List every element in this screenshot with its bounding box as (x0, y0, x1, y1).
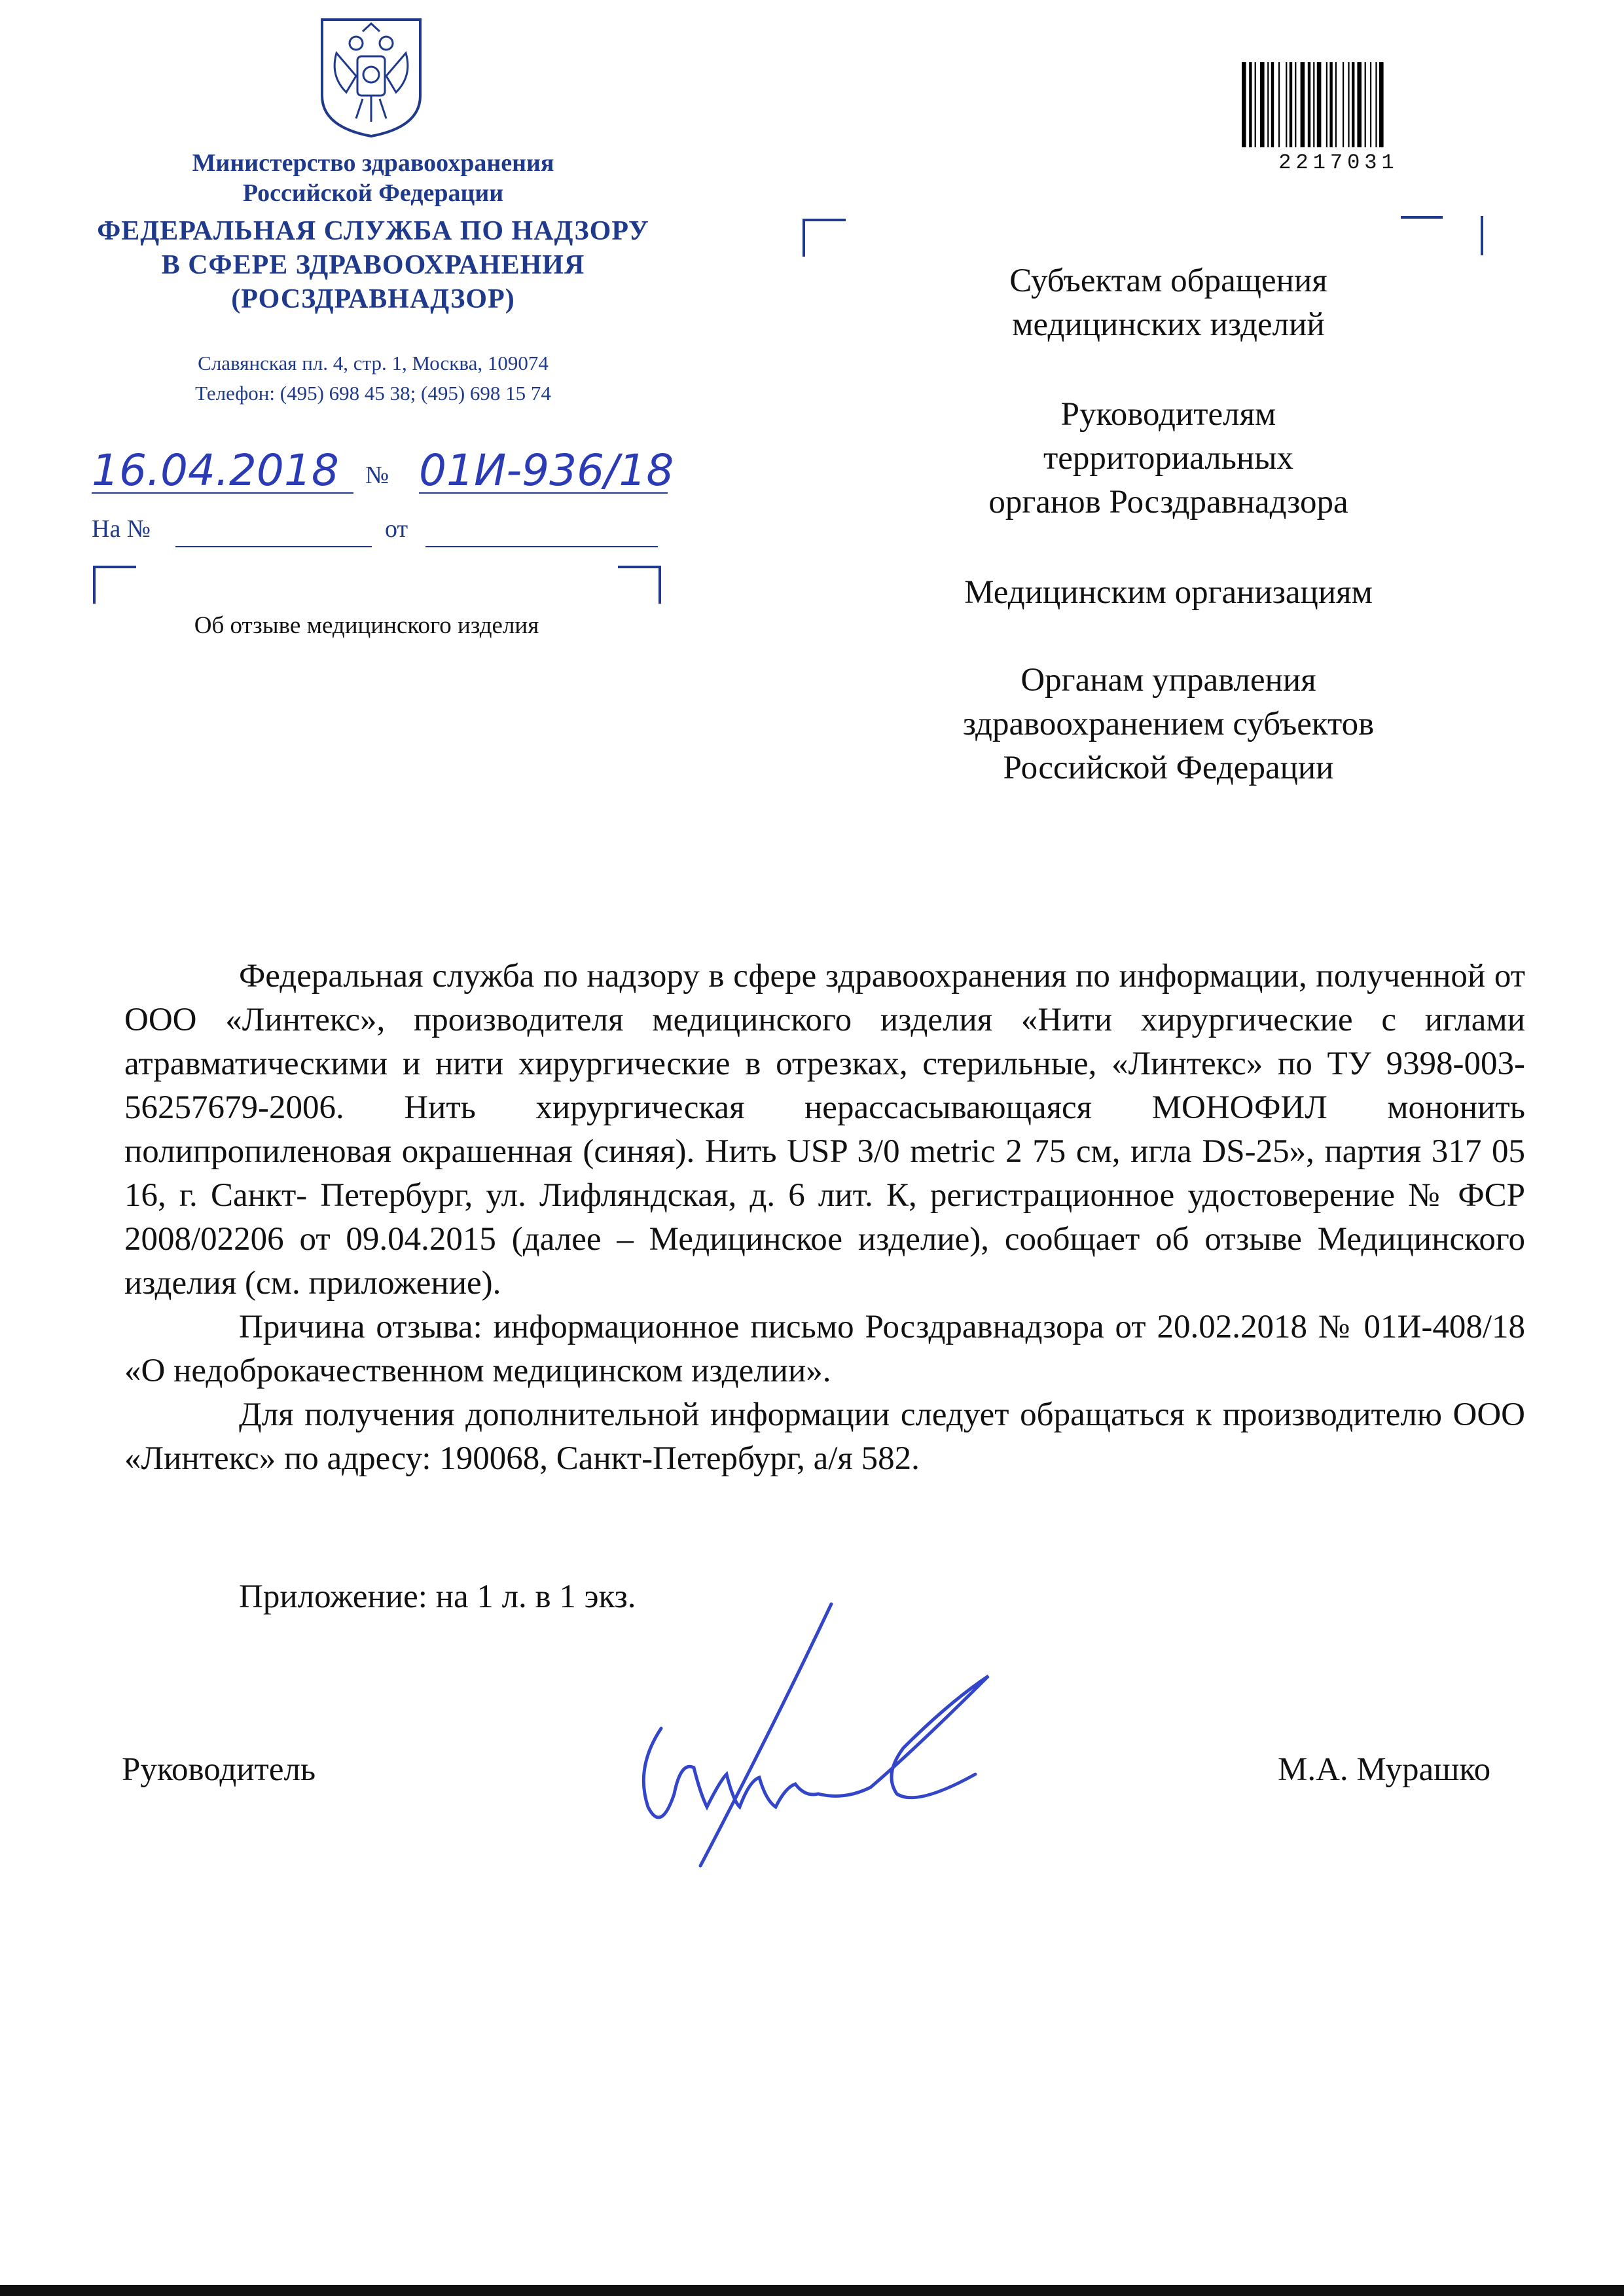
barcode-bar (1290, 62, 1292, 147)
barcode (1240, 62, 1437, 154)
address-line: Славянская пл. 4, стр. 1, Москва, 109074 (198, 352, 549, 374)
recipient-block-1 (871, 259, 1466, 347)
subject-corner-left (93, 566, 136, 604)
barcode-bar (1370, 62, 1371, 147)
recipient-block-3 (871, 571, 1466, 615)
reply-number-label: На № (92, 515, 151, 543)
barcode-bar (1286, 62, 1287, 147)
barcode-bar (1357, 62, 1362, 147)
signatory-name: М.А. Мурашко (1278, 1751, 1491, 1788)
barcode-bar (1255, 62, 1256, 147)
address-corner-left (803, 219, 846, 257)
barcode-bar (1365, 62, 1366, 147)
recipient-2-line-1: Руководителям (1060, 396, 1276, 433)
service-name-line3: (РОСЗДРАВНАДЗОР) (231, 284, 515, 314)
address-corner-right (1440, 216, 1483, 255)
barcode-bar (1301, 62, 1305, 147)
letter-subject: Об отзыве медицинского изделия (194, 612, 539, 639)
barcode-bar (1343, 62, 1344, 147)
recipient-1-line-1: Субъектам обращения (1009, 263, 1327, 299)
barcode-bar (1313, 62, 1314, 147)
service-name-line1: ФЕДЕРАЛЬНАЯ СЛУЖБА ПО НАДЗОРУ (97, 216, 649, 246)
barcode-bar (1308, 62, 1310, 147)
barcode-bar (1375, 62, 1377, 147)
body-paragraph-1: Федеральная служба по надзору в сфере здравоохранения по информации, полученной от ООО «Линтекс», производителя медицинского изделия «Нити хирургические с иглами атравматическими и нити хирургические в отрезках, стерильные, «Линтекс» по ТУ 9398-003- 56257679-2006. Нить хирургическая нерассасывающаяся МОНОФИЛ мононить полипропиленовая окрашенная (синяя). Нить USP 3/0 metric 2 75 см, игла DS-25», партия 317 05 16, г. Санкт- Петербург, ул. Лифляндская, д. 6 лит. К, регистрационное удостоверение № ФСР 2008/02206 от 09.04.2015 (далее – Медицинское изделие), сообщает об отзыве Медицинского изделия (см. приложение). (124, 958, 1525, 1302)
attachment-note: Приложение: на 1 л. в 1 экз. (239, 1578, 636, 1615)
reply-date-line (425, 546, 658, 547)
barcode-bar (1317, 62, 1322, 147)
barcode-bar (1379, 62, 1384, 147)
letter-body (124, 955, 1525, 1481)
ministry-name-line2: Российской Федерации (242, 179, 504, 207)
barcode-bar (1295, 62, 1296, 147)
handwritten-number: 01И-936/18 (419, 445, 674, 496)
handwritten-date: 16.04.2018 (92, 445, 339, 496)
body-paragraph-3: Для получения дополнительной информации следует обращаться к производителю ООО «Линтекс» по адресу: 190068, Санкт-Петербург, а/я 582. (124, 1396, 1525, 1477)
barcode-bar (1271, 62, 1274, 147)
barcode-bar (1278, 62, 1280, 147)
barcode-bar (1267, 62, 1269, 147)
barcode-bar (1249, 62, 1252, 147)
handwritten-signature (609, 1597, 1054, 1886)
recipient-4-line-3: Российской Федерации (1003, 750, 1334, 786)
barcode-bar (1348, 62, 1349, 147)
number-sign: № (365, 462, 389, 489)
subject-corner-right (618, 566, 661, 604)
reply-from-label: от (385, 515, 408, 543)
recipient-2-line-2: территориальных (1043, 440, 1293, 477)
address-corner-right-top (1401, 216, 1443, 219)
coat-of-arms-emblem (317, 17, 425, 139)
ministry-name-line1: Министерство здравоохранения (192, 149, 554, 177)
barcode-bar (1335, 62, 1337, 147)
body-paragraph-2: Причина отзыва: информационное письмо Росздравнадзора от 20.02.2018 № 01И-408/18 «О недоброкачественном медицинском изделии». (124, 1309, 1525, 1389)
recipient-3-line-1: Медицинским организациям (964, 574, 1373, 611)
signatory-position: Руководитель (122, 1751, 316, 1788)
barcode-bar (1326, 62, 1327, 147)
barcode-bar (1352, 62, 1354, 147)
barcode-bar (1260, 62, 1265, 147)
barcode-number: 2217031 (1278, 151, 1399, 175)
barcode-bar (1242, 62, 1246, 147)
date-underline (92, 492, 353, 494)
recipient-2-line-3: органов Росздравнадзора (988, 484, 1348, 520)
number-underline (419, 492, 668, 494)
reply-number-line (175, 546, 372, 547)
recipient-1-line-2: медицинских изделий (1012, 306, 1325, 343)
recipient-block-4 (871, 659, 1466, 790)
barcode-bar (1329, 62, 1332, 147)
service-name-line2: В СФЕРЕ ЗДРАВООХРАНЕНИЯ (161, 250, 585, 280)
phone-line: Телефон: (495) 698 45 38; (495) 698 15 74 (195, 382, 551, 405)
recipient-4-line-2: здравоохранением субъектов (962, 706, 1375, 742)
recipient-4-line-1: Органам управления (1020, 662, 1316, 699)
scan-bottom-edge (0, 2285, 1624, 2296)
recipient-block-2 (871, 393, 1466, 524)
